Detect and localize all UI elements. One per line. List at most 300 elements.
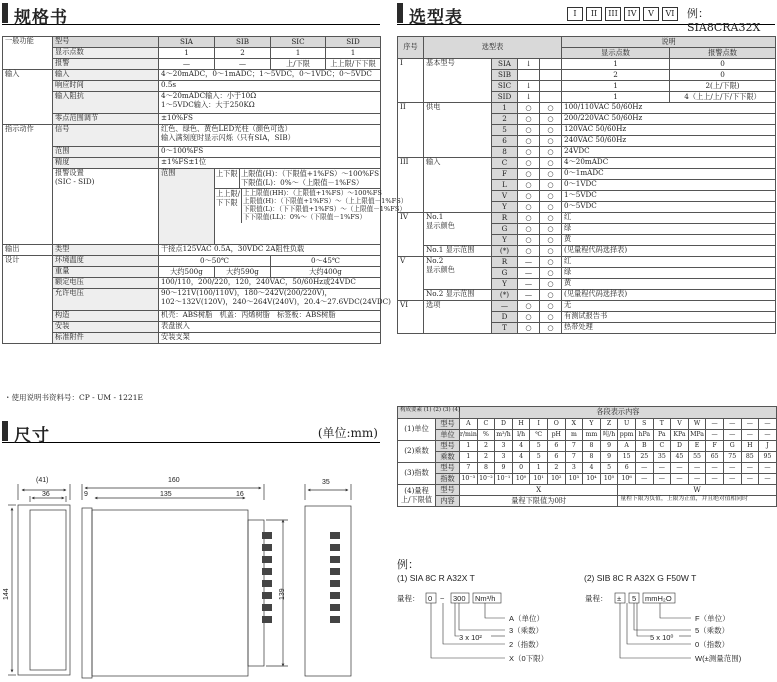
spec-item: 范围	[159, 169, 215, 245]
ex2-arrow-0: 0（指数）	[695, 640, 730, 649]
sel-mark: ○	[518, 224, 540, 235]
dim-144: 144	[3, 588, 10, 600]
sel-code: SIB	[492, 70, 518, 81]
sel-mark: ○	[518, 235, 540, 246]
range-cell: 1	[530, 463, 548, 474]
sel-desc: 2(上/下限)	[670, 81, 776, 92]
sel-mark: ○	[540, 312, 562, 323]
sel-desc: 100/110VAC 50/60Hz	[562, 103, 776, 114]
range-cell: 10⁻³	[460, 474, 478, 485]
sel-name: 基本型号	[424, 59, 492, 103]
sel-code: L	[492, 180, 518, 191]
table-row	[398, 213, 776, 224]
spec-value: 4～20mADC输入：小于10Ω 1～5VDC输入：大于250KΩ	[159, 92, 381, 114]
dim-16: 16	[236, 491, 244, 498]
table-row	[3, 70, 381, 81]
ex1-high: 300	[453, 594, 466, 603]
spec-value: 干接点125VAC 0.5A，30VDC 2A阻性负载	[159, 245, 381, 256]
spec-item: 重量	[53, 267, 159, 278]
sel-mark: ○	[518, 191, 540, 202]
spec-value: —	[159, 59, 215, 70]
table-row	[3, 92, 381, 114]
range-w-content: 量程下限为负值，上限为正值，并且绝对值相同时	[618, 496, 776, 507]
range-cell: —	[759, 430, 777, 441]
sel-mark: ○	[540, 103, 562, 114]
sel-desc: 1～5VDC	[562, 191, 776, 202]
code-box-1: I	[567, 7, 583, 21]
range-cell: —	[723, 419, 741, 430]
sel-mark: ○	[540, 268, 562, 279]
sel-mark: ↓	[518, 92, 540, 103]
range-cell: MPa	[688, 430, 706, 441]
table-row	[398, 496, 777, 507]
range-cell: A	[460, 419, 478, 430]
sel-code: 5	[492, 125, 518, 136]
range-sub: 指数	[436, 474, 460, 485]
table-row	[398, 419, 777, 430]
sel-mark: ○	[540, 147, 562, 158]
code-box-3: III	[605, 7, 621, 21]
range-label: (2)乘数	[398, 441, 436, 463]
dim-35: 35	[322, 479, 330, 486]
table-row	[3, 322, 381, 333]
sel-desc: 无	[562, 301, 776, 312]
range-cell: 95	[759, 452, 777, 463]
range-cell: 2	[477, 441, 495, 452]
range-cell: 4	[583, 463, 601, 474]
table-row	[3, 37, 381, 48]
range-cell: m³/h	[495, 430, 513, 441]
sel-code: 1	[492, 103, 518, 114]
spec-head: 型号	[53, 37, 159, 48]
range-cell: pH	[547, 430, 565, 441]
range-cell: 7	[460, 463, 478, 474]
range-sub: 型号	[436, 441, 460, 452]
rear-view	[305, 506, 351, 676]
code-box-2: II	[586, 7, 602, 21]
sel-name: No.2 显示范围	[424, 290, 492, 301]
range-cell: KPa	[671, 430, 689, 441]
range-cell: 6	[547, 441, 565, 452]
range-cell: 5	[530, 452, 548, 463]
spec-value: 机壳：ABS树脂 机盖：丙烯树脂 标签板：ABS树脂	[159, 311, 381, 322]
range-cell: 1	[460, 441, 478, 452]
spec-item: 环境温度	[53, 256, 159, 267]
range-head: 各段表示内容	[460, 407, 777, 419]
spec-item: 标准附件	[53, 333, 159, 344]
sel-desc: 0～1VDC	[562, 180, 776, 191]
front-view	[18, 505, 70, 675]
sel-no: I	[398, 59, 424, 103]
sel-mark: ○	[540, 323, 562, 334]
spec-value: 4～20mADC，0～1mADC；1～5VDC，0～1VDC；0～5VDC	[159, 70, 381, 81]
range-cell: W	[688, 419, 706, 430]
table-row	[3, 256, 381, 267]
spec-value: 1	[159, 48, 215, 59]
ex2-value: 5	[632, 594, 637, 603]
sel-desc: 1	[562, 81, 670, 92]
sel-mark: ○	[540, 169, 562, 180]
spec-item: 安装	[53, 322, 159, 333]
sel-mark: ○	[518, 103, 540, 114]
range-cell: Pa	[653, 430, 671, 441]
ex2-sign: ±	[617, 594, 622, 603]
ex2-range-label: 量程：	[585, 594, 608, 603]
ex1-unit: Nm³/h	[475, 594, 496, 603]
group-cell: 输出	[3, 245, 53, 256]
sel-desc: 红	[562, 257, 776, 268]
sel-code: C	[492, 158, 518, 169]
range-w: W	[618, 485, 776, 496]
header-bar	[2, 421, 8, 441]
range-cell: 35	[653, 452, 671, 463]
spec-head: SIC	[271, 37, 326, 48]
sel-mark: ○	[540, 191, 562, 202]
range-cell: 7	[565, 441, 583, 452]
spec-value: 1	[271, 48, 326, 59]
sel-head: 序号	[398, 37, 424, 59]
sel-desc: 有测试报告书	[562, 312, 776, 323]
range-table	[397, 406, 777, 507]
range-cell: 9	[495, 463, 513, 474]
sel-code: G	[492, 268, 518, 279]
table-row	[398, 290, 776, 301]
spec-head: SIA	[159, 37, 215, 48]
sel-mark: ○	[540, 213, 562, 224]
sel-code: 6	[492, 136, 518, 147]
range-cell: —	[706, 463, 724, 474]
sel-mark: ↓	[518, 81, 540, 92]
range-cell: 吨/h	[600, 430, 618, 441]
sel-no: VI	[398, 301, 424, 334]
sel-code: SID	[492, 92, 518, 103]
svg-text:~: ~	[440, 594, 445, 603]
dim-9: 9	[84, 491, 88, 498]
sel-mark: ○	[518, 169, 540, 180]
range-sub: 单位	[436, 430, 460, 441]
spec-value: 0～100%FS	[159, 147, 381, 158]
spec-item: 允许电压	[53, 289, 159, 311]
sel-name: 供电	[424, 103, 492, 158]
spec-item: 范围	[53, 147, 159, 158]
range-cell: 6	[547, 452, 565, 463]
range-cell: 10²	[547, 474, 565, 485]
spec-item: 响应时间	[53, 81, 159, 92]
range-cell: 3	[495, 452, 513, 463]
range-cell: S	[635, 419, 653, 430]
range-cell: 8	[583, 441, 601, 452]
sel-mark: ○	[518, 246, 540, 257]
sel-code: G	[492, 224, 518, 235]
spec-value: 上/下限	[271, 59, 326, 70]
sel-no: II	[398, 103, 424, 158]
sel-name: 选项	[424, 301, 492, 334]
sel-desc: 黄	[562, 235, 776, 246]
table-row	[3, 278, 381, 289]
table-row	[3, 125, 381, 147]
range-cell: —	[653, 474, 671, 485]
table-row	[3, 169, 381, 245]
sel-desc: 0	[670, 59, 776, 70]
range-cell: —	[706, 419, 724, 430]
sel-mark	[540, 81, 562, 92]
ex1-arrow-x: X（0下限）	[509, 654, 549, 663]
range-cell: 4	[512, 441, 530, 452]
range-cell: —	[688, 463, 706, 474]
range-cell: —	[723, 474, 741, 485]
spec-value: 0～45℃	[271, 256, 381, 267]
range-cell: 10⁶	[618, 474, 636, 485]
group-cell: 一般功能	[3, 37, 53, 70]
table-row	[398, 257, 776, 268]
spec-value: ±10%FS	[159, 114, 381, 125]
table-row	[3, 59, 381, 70]
range-cell: 65	[706, 452, 724, 463]
group-cell: 输入	[3, 70, 53, 125]
range-cell: J	[759, 441, 777, 452]
sel-desc: 200/220VAC 50/60Hz	[562, 114, 776, 125]
table-row	[398, 158, 776, 169]
range-cell: D	[495, 419, 513, 430]
range-x-content: 量程下限值为0时	[460, 496, 618, 507]
range-cell: 2	[547, 463, 565, 474]
range-sub: 型号	[436, 463, 460, 474]
range-x: X	[460, 485, 618, 496]
range-cell: 15	[618, 452, 636, 463]
spec-value: 上上限/下下限	[326, 59, 381, 70]
range-cell: C	[653, 441, 671, 452]
range-cell: 10⁻¹	[495, 474, 513, 485]
code-box-5: V	[643, 7, 659, 21]
range-sub: 型号	[436, 419, 460, 430]
range-cell: %	[477, 430, 495, 441]
range-cell: 45	[671, 452, 689, 463]
sel-mark: ○	[540, 257, 562, 268]
code-box-4: IV	[624, 7, 640, 21]
sel-mark: ○	[540, 301, 562, 312]
sel-mark: ↓	[518, 59, 540, 70]
range-cell: G	[723, 441, 741, 452]
spec-value: 0.5s	[159, 81, 381, 92]
range-cell: V	[671, 419, 689, 430]
spec-value: 90～121V(100/110V)，180～242V(200/220V)， 102～132V(120V)，240～264V(240V)，20.4～27.6VDC(24VDC)	[159, 289, 381, 311]
range-cell: 10⁻²	[477, 474, 495, 485]
range-cell: l/h	[512, 430, 530, 441]
spec-note: ・使用说明书资料号：CP - UM - 1221E	[4, 393, 143, 402]
sel-mark: ○	[518, 158, 540, 169]
group-cell: 设计	[3, 256, 53, 344]
sel-code: D	[492, 312, 518, 323]
sel-desc: 0	[670, 70, 776, 81]
range-cell: X	[565, 419, 583, 430]
example-2-head: (2) SIB 8C R A32X G F50W T	[584, 573, 697, 583]
sel-mark: ○	[518, 301, 540, 312]
sel-desc: 24VDC	[562, 147, 776, 158]
sel-mark: ○	[518, 180, 540, 191]
sel-no: III	[398, 158, 424, 213]
code-box-6: VI	[662, 7, 678, 21]
range-cell: —	[741, 474, 759, 485]
sel-mark: ○	[540, 202, 562, 213]
sel-mark: ○	[540, 279, 562, 290]
sel-code: (*)	[492, 246, 518, 257]
sel-name: No.1 显示范围	[424, 246, 492, 257]
range-cell: 85	[741, 452, 759, 463]
range-label: (1)单位	[398, 419, 436, 441]
sel-mark: ○	[518, 136, 540, 147]
range-cell: 55	[688, 452, 706, 463]
ex2-unit: mmH₂O	[645, 594, 672, 603]
sel-desc: 红	[562, 213, 776, 224]
sel-code: SIA	[492, 59, 518, 70]
range-cell: —	[635, 474, 653, 485]
spec-head: SID	[326, 37, 381, 48]
dim-41: (41)	[36, 477, 49, 484]
dimension-drawing	[0, 470, 390, 682]
table-row	[398, 103, 776, 114]
spec-head: SIB	[215, 37, 271, 48]
range-cell: 3	[565, 463, 583, 474]
sel-desc: 4（上上/上/下/下下限）	[670, 92, 776, 103]
range-cell: 10⁵	[600, 474, 618, 485]
sel-mark: ○	[518, 213, 540, 224]
spec-value: 大约500g	[159, 267, 215, 278]
range-cell: 4	[512, 452, 530, 463]
range-cell: H	[512, 419, 530, 430]
sel-mark: —	[518, 257, 540, 268]
sel-code: —	[492, 301, 518, 312]
sel-mark: —	[518, 279, 540, 290]
sel-mark: ○	[518, 114, 540, 125]
dim-36: 36	[42, 491, 50, 498]
sel-name: 输入	[424, 158, 492, 213]
sel-no: IV	[398, 213, 424, 257]
table-row	[398, 59, 776, 70]
range-cell: ℃	[530, 430, 548, 441]
spec-item: 输入阻抗	[53, 92, 159, 114]
range-cell: 7	[565, 452, 583, 463]
sel-mark: ○	[518, 323, 540, 334]
range-cell: 6	[618, 463, 636, 474]
range-cell: H	[741, 441, 759, 452]
table-row	[398, 441, 777, 452]
sel-desc: 热带处理	[562, 323, 776, 334]
sel-mark: ○	[540, 290, 562, 301]
range-cell: B	[635, 441, 653, 452]
range-cell: —	[723, 430, 741, 441]
range-cell: 75	[723, 452, 741, 463]
spec-item: 显示点数	[53, 48, 159, 59]
sel-code: R	[492, 257, 518, 268]
spec-header	[2, 2, 380, 28]
sel-desc: (见量程代码选择表)	[562, 290, 776, 301]
group-cell: 报警设置 (SIC - SID)	[53, 169, 159, 245]
range-cell: 0	[512, 463, 530, 474]
range-cell: —	[706, 430, 724, 441]
range-corner: 构成要素 (1) (2) (3) (4)	[398, 407, 460, 419]
range-cell: T	[653, 419, 671, 430]
sel-mark: —	[518, 290, 540, 301]
spec-item: 额定电压	[53, 278, 159, 289]
range-cell: 3	[495, 441, 513, 452]
sel-mark: ○	[518, 312, 540, 323]
spec-item: 零点范围调节	[53, 114, 159, 125]
sel-mark: ○	[540, 246, 562, 257]
sel-desc: 4～20mADC	[562, 158, 776, 169]
dim-135: 135	[160, 491, 172, 498]
sel-code: V	[492, 191, 518, 202]
range-cell: 5	[530, 441, 548, 452]
sel-code: 8	[492, 147, 518, 158]
spec-value: 表盘嵌入	[159, 322, 381, 333]
spec-value: 1	[326, 48, 381, 59]
dims-header	[2, 420, 380, 446]
range-cell: —	[688, 474, 706, 485]
range-cell: A	[618, 441, 636, 452]
spec-value: 大约400g	[271, 267, 381, 278]
sel-desc: 1	[562, 59, 670, 70]
range-cell: 9	[600, 452, 618, 463]
table-row	[398, 463, 777, 474]
sel-mark: ○	[518, 125, 540, 136]
spec-item: 信号	[53, 125, 159, 147]
sel-code: F	[492, 169, 518, 180]
table-row	[3, 245, 381, 256]
range-cell: 2	[477, 452, 495, 463]
alarm-cell: 上下限 上限值(H)：（下限值+1%FS）～100%FS 下限值(L)：0%～（上限值－1%FS） 上上限/ 下下限 上上限值(HH)：（上限值+1%FS）～100%FS 上限值(H)：（下限值+1%FS）～（上上限值－1%FS） 下限值(L)：（下下限值+1%FS）～（上限值－1%FS） 下下限值(LL)：0%～（下限值－1%FS）	[215, 169, 381, 245]
example-1-head: (1) SIA 8C R A32X T	[397, 573, 475, 583]
sel-desc: 绿	[562, 224, 776, 235]
range-cell: 8	[583, 452, 601, 463]
table-row	[3, 81, 381, 92]
side-view	[82, 508, 92, 678]
sel-code: Y	[492, 279, 518, 290]
select-header	[397, 2, 775, 34]
range-cell: U	[618, 419, 636, 430]
dim-160: 160	[168, 477, 180, 484]
sel-mark	[540, 70, 562, 81]
table-row	[3, 158, 381, 169]
sel-desc: (见量程代码选择表)	[562, 246, 776, 257]
spec-item: 精度	[53, 158, 159, 169]
table-row	[398, 37, 776, 48]
range-cell: 10³	[565, 474, 583, 485]
range-cell: m	[565, 430, 583, 441]
range-cell: Y	[583, 419, 601, 430]
range-cell: ppm	[618, 430, 636, 441]
range-cell: —	[671, 474, 689, 485]
spec-value: 2	[215, 48, 271, 59]
sel-desc: 2	[562, 70, 670, 81]
sel-code: SIC	[492, 81, 518, 92]
range-cell: —	[723, 463, 741, 474]
header-bar	[397, 3, 403, 23]
range-label: (3)指数	[398, 463, 436, 485]
header-bar	[2, 3, 8, 23]
sel-mark: —	[518, 268, 540, 279]
range-cell: Z	[600, 419, 618, 430]
sel-desc: 0～5VDC	[562, 202, 776, 213]
ex1-range-label: 量程：	[397, 594, 420, 603]
sel-code: (*)	[492, 290, 518, 301]
sel-head: 说明	[562, 37, 776, 48]
range-cell: 1	[460, 452, 478, 463]
sel-desc: 黄	[562, 279, 776, 290]
range-cell: —	[759, 463, 777, 474]
table-row	[398, 246, 776, 257]
sel-desc: 绿	[562, 268, 776, 279]
sel-code: 2	[492, 114, 518, 125]
